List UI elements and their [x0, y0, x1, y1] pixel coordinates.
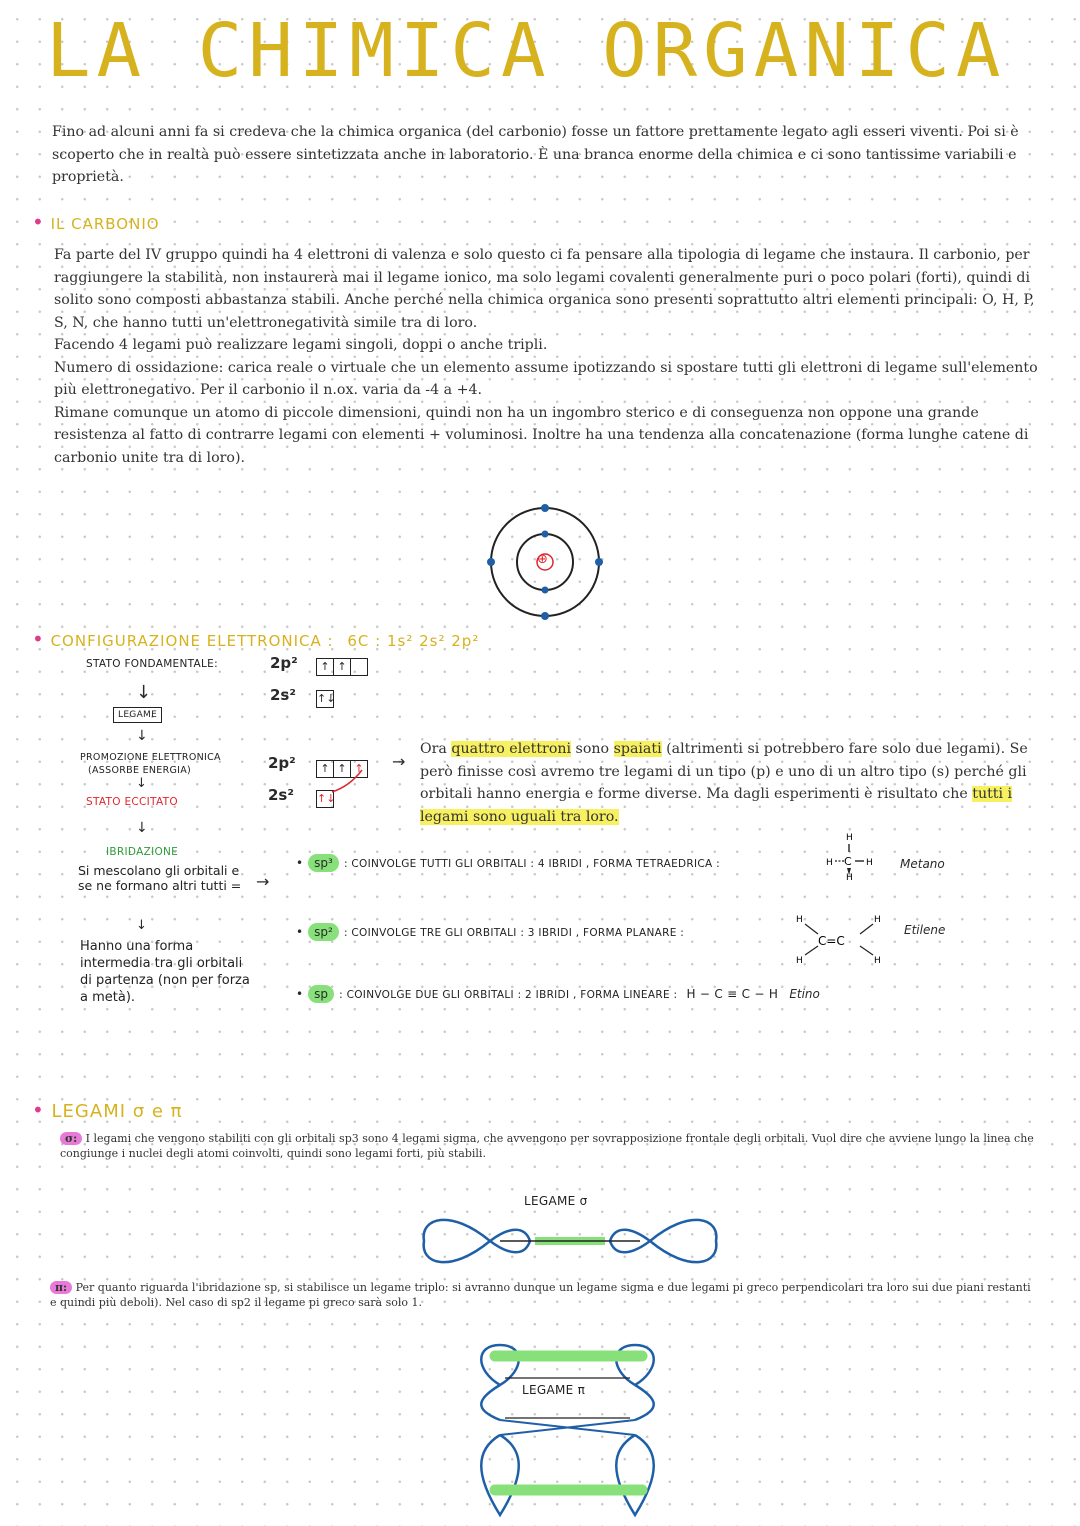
- bullet-icon: •: [32, 627, 45, 651]
- right-arrow-icon: →: [256, 872, 270, 891]
- pi-paragraph: π: Per quanto riguarda l'ibridazione sp, si stabilisce un legame triplo: si avranno dunque un legame sigma e due legami pi greco perpendicolari tra loro sui due piani restanti e quindi più deboli). Nel caso di sp2 il legame pi greco sarà solo 1.: [50, 1281, 1031, 1309]
- arrow-down-icon: ↓: [136, 682, 152, 703]
- svg-text:H: H: [796, 915, 803, 925]
- highlight-spaiati: spaiati: [613, 741, 662, 757]
- orbital-2p-label: 2p²: [270, 654, 298, 672]
- svg-text:H: H: [874, 915, 881, 925]
- ethyne-formula: H − C ≡ C − H: [686, 987, 779, 1001]
- hybrid-sp-row: • sp : COINVOLGE DUE GLI ORBITALI : 2 IBRIDI , FORMA LINEARE : H − C ≡ C − H Etino: [296, 987, 820, 1001]
- arrow-down-icon: ↓: [136, 918, 147, 933]
- page-title: LA CHIMICA ORGANICA: [46, 8, 1007, 94]
- highlight-legami-uguali: tutti i legami sono uguali tra loro.: [420, 786, 1013, 825]
- hybrid-sp-label: sp: [308, 985, 334, 1003]
- hybrid-sp3-row: • sp³ : COINVOLGE TUTTI GLI ORBITALI : 4 IBRIDI , FORMA TETRAEDRICA :: [296, 856, 720, 870]
- orbital-2s-boxes-excited: ↑↓: [316, 788, 333, 808]
- intro-paragraph: Fino ad alcuni anni fa si credeva che la chimica organica (del carbonio) fosse un fattore prettamente legato agli esseri viventi. Poi si è scoperto che in realtà può essere sintetizzata anche in laboratorio. È una branca enorme della chimica e ci sono tantissime variabili e proprietà.: [52, 124, 1019, 185]
- config-formula: 6C : 1s² 2s² 2p²: [347, 632, 480, 650]
- svg-text:H: H: [796, 956, 803, 966]
- orbital-2p-boxes-excited: ↑ ↑ ↑: [316, 758, 367, 778]
- methane-structure: [826, 828, 876, 880]
- orbital-2s-label-excited: 2s²: [268, 786, 294, 804]
- orbital-2s-boxes: ↑↓: [316, 688, 333, 708]
- highlight-quattro-elettroni: quattro elettroni: [451, 741, 572, 757]
- sigma-bond-diagram: [420, 1208, 720, 1274]
- arrow-down-icon: ↓: [136, 820, 148, 836]
- bullet-icon: •: [32, 210, 45, 234]
- pi-bond-diagram: [470, 1340, 670, 1520]
- ethylene-structure: [794, 908, 894, 966]
- hybrid-sp3-text: : COINVOLGE TUTTI GLI ORBITALI : 4 IBRIDI , FORMA TETRAEDRICA :: [343, 858, 720, 870]
- sigma-symbol: σ:: [60, 1132, 82, 1145]
- hybrid-sp2-label: sp²: [308, 923, 339, 941]
- section-carbonio-heading: • IL CARBONIO: [32, 210, 160, 234]
- stato-eccitato-label: STATO ECCITATO: [86, 796, 178, 808]
- carbonio-text: [54, 244, 1039, 469]
- hybrid-sp2-text: : COINVOLGE TRE GLI ORBITALI : 3 IBRIDI , FORMA PLANARE :: [343, 927, 685, 939]
- methane-label: Metano: [900, 857, 945, 871]
- promotion-arrow-icon: [330, 766, 370, 796]
- orbital-2p-boxes: ↑ ↑: [316, 656, 367, 676]
- svg-text:C: C: [844, 855, 852, 868]
- excited-explanation: Ora quattro elettroni sono spaiati (altrimenti si potrebbero fare solo due legami). Se però finisse così avremo tre legami di un tipo (p) e uno di un altro tipo (s) perché gli orbitali hanno energia e forme diverse. Ma dagli esperimenti è risultato che tutti i legami sono uguali tra loro.: [420, 741, 1028, 825]
- carbonio-p3: Numero di ossidazione: carica reale o virtuale che un elemento assume ipotizzando si spostare tutti gli elettroni di legame sull'elemento più elettronegativo. Per il carbonio il n.ox. varia da -4 a +4.: [54, 359, 1038, 398]
- hybrid-sp2-row: • sp² : COINVOLGE TRE GLI ORBITALI : 3 IBRIDI , FORMA PLANARE :: [296, 925, 685, 939]
- section-legami-heading: • LEGAMI σ e π: [32, 1098, 183, 1122]
- hybrid-sp-text: : COINVOLGE DUE GLI ORBITALI : 2 IBRIDI , FORMA LINEARE :: [339, 989, 678, 1001]
- promozione-label: PROMOZIONE ELETTRONICA: [80, 752, 221, 763]
- pi-bond-label: LEGAME π: [522, 1383, 586, 1397]
- stato-fondamentale-label: STATO FONDAMENTALE:: [86, 658, 218, 670]
- hybrid-sp3-label: sp³: [308, 854, 339, 872]
- orbital-2s-label: 2s²: [270, 686, 296, 704]
- sigma-bond-label: LEGAME σ: [524, 1194, 588, 1208]
- nucleus-icon: ⊕: [537, 552, 548, 567]
- bullet-icon: •: [32, 1098, 45, 1122]
- svg-text:H: H: [846, 833, 853, 843]
- ethyne-label: Etino: [789, 987, 820, 1001]
- svg-text:H: H: [874, 956, 881, 966]
- carbonio-p1: Fa parte del IV gruppo quindi ha 4 elettroni di valenza e solo questo ci fa pensare alla tipologia di legame che instaura. Il carbonio, per raggiungere la stabilità, non instaurerà mai il legame ionico, ma solo legami covalenti generalmente puri o poco polari (forti), quindi di solito sono composti abbastanza stabili. Anche perché nella chimica organica sono presenti soprattutto altri elementi principali: O, H, P, S, N, che hanno tutti un'elettronegatività simile tra di loro.: [54, 247, 1035, 331]
- svg-text:C=C: C=C: [818, 934, 845, 948]
- ibridazione-label: IBRIDAZIONE: [106, 846, 179, 858]
- ethylene-label: Etilene: [904, 923, 946, 937]
- svg-text:H: H: [846, 873, 853, 880]
- right-arrow-icon: →: [392, 752, 406, 771]
- carbonio-p2: Facendo 4 legami può realizzare legami singoli, doppi o anche tripli.: [54, 337, 548, 353]
- ibridazione-note-2: Hanno una forma intermedia tra gli orbitali di partenza (non per forza a metà).: [80, 939, 250, 1005]
- arrow-down-icon: ↓: [136, 776, 147, 791]
- pi-symbol: π:: [50, 1281, 72, 1294]
- sigma-paragraph: σ: I legami che vengono stabiliti con gli orbitali sp3 sono 4 legami sigma, che avvengono per sovrapposizione frontale degli orbitali. Vuol dire che avviene lungo la linea che congiunge i nuclei degli atomi coinvolti, quindi sono legami forti, più stabili.: [60, 1132, 1034, 1160]
- ibridazione-note-1: Si mescolano gli orbitali e se ne formano altri tutti =: [78, 863, 242, 893]
- svg-text:H: H: [826, 858, 833, 868]
- arrow-down-icon: ↓: [136, 728, 148, 744]
- legame-box: LEGAME: [113, 707, 162, 723]
- assorbe-energia-label: (ASSORBE ENERGIA): [88, 765, 192, 776]
- carbonio-p4: Rimane comunque un atomo di piccole dimensioni, quindi non ha un ingombro sterico e di conseguenza non oppone una grande resistenza al fatto di contrarre legami con elementi + voluminosi. Inoltre ha una tendenza alla concatenazione (forma lunghe catene di carbonio unite tra di loro).: [54, 404, 1029, 466]
- svg-text:H: H: [866, 858, 873, 868]
- orbital-2p-label-excited: 2p²: [268, 754, 296, 772]
- section-config-heading: • CONFIGURAZIONE ELETTRONICA : 6C : 1s² 2s² 2p²: [32, 627, 480, 651]
